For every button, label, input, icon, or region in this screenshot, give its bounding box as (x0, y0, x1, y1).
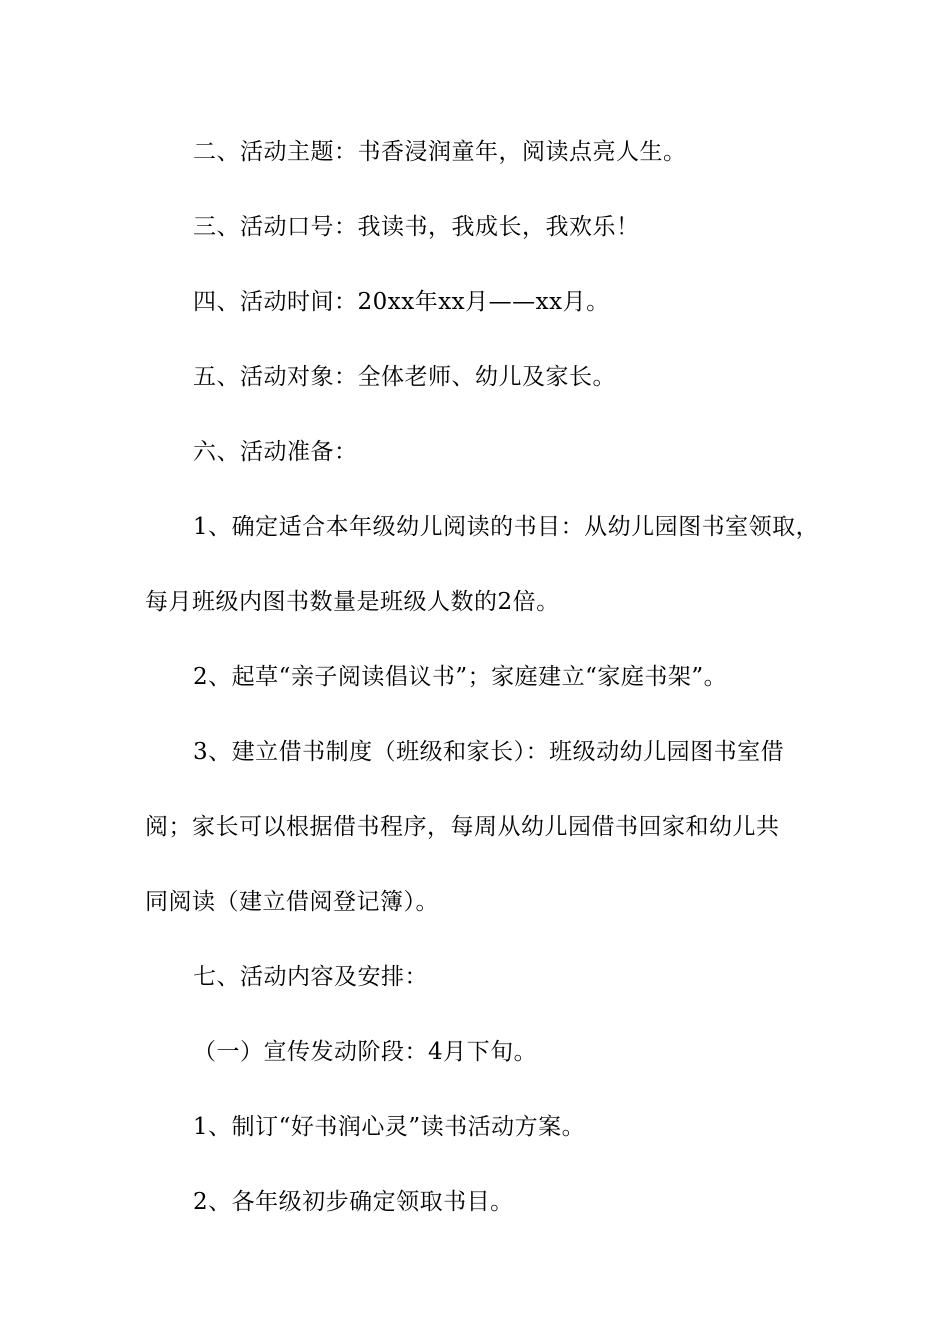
preparation-item-1-line-2: 每月班级内图书数量是班级人数的2倍。 (145, 589, 560, 615)
section-slogan: 三、活动口号：我读书，我成长，我欢乐！ (193, 214, 640, 240)
preparation-item-3-line-2: 阅；家长可以根据借书程序，每周从幼儿园借书回家和幼儿共 (145, 814, 780, 840)
publicity-item-1: 1、制订“好书润心灵”读书活动方案。 (193, 1114, 586, 1140)
preparation-item-3-line-3: 同阅读（建立借阅登记簿）。 (145, 889, 439, 915)
preparation-item-1-line-1: 1、确定适合本年级幼儿阅读的书目：从幼儿园图书室领取， (193, 514, 820, 540)
subsection-publicity-stage: （一）宣传发动阶段：4月下旬。 (193, 1039, 538, 1065)
section-time: 四、活动时间：20xx年xx月——xx月。 (193, 289, 610, 315)
section-audience: 五、活动对象：全体老师、幼儿及家长。 (193, 364, 616, 390)
publicity-item-2: 2、各年级初步确定领取书目。 (193, 1189, 514, 1215)
section-preparation-heading: 六、活动准备： (193, 439, 358, 465)
preparation-item-2: 2、起草“亲子阅读倡议书”；家庭建立“家庭书架”。 (193, 664, 728, 690)
preparation-item-3-line-1: 3、建立借书制度（班级和家长）：班级动幼儿园图书室借 (193, 739, 785, 765)
section-content-heading: 七、活动内容及安排： (193, 964, 428, 990)
section-theme: 二、活动主题：书香浸润童年，阅读点亮人生。 (193, 139, 687, 165)
